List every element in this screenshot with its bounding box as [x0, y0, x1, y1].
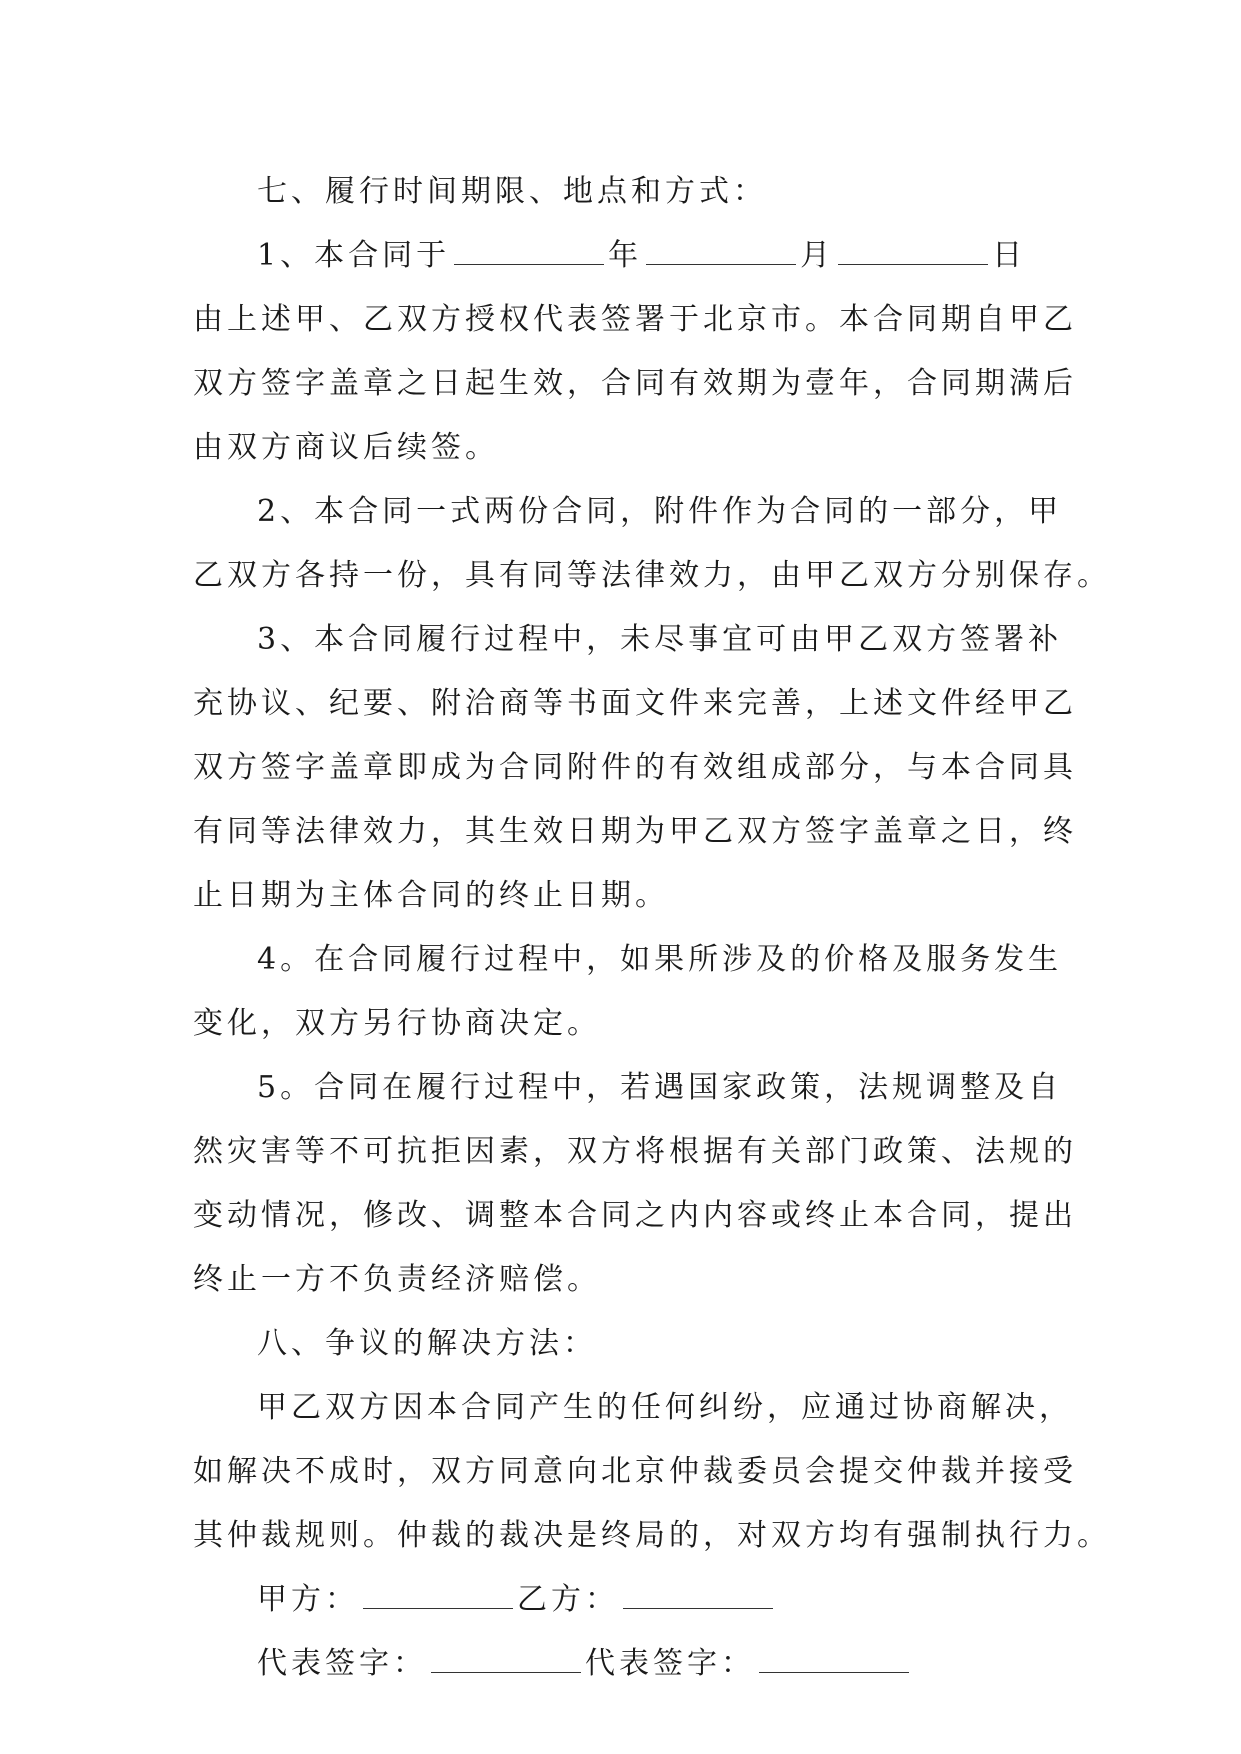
- item-5-line-3: 变动情况，修改、调整本合同之内内容或终止本合同，提出: [193, 1198, 1077, 1233]
- rep-b-label: 代表签字：: [585, 1646, 755, 1681]
- item-3-line-3: 双方签字盖章即成为合同附件的有效组成部分，与本合同具: [193, 750, 1077, 785]
- party-signature-row: [193, 1568, 1051, 1632]
- party-a-label: 甲方：: [257, 1582, 359, 1617]
- rep-a-blank[interactable]: [431, 1638, 581, 1673]
- year-blank[interactable]: [454, 230, 604, 265]
- year-label: 年: [608, 238, 643, 273]
- item-5-line-1: 5。合同在履行过程中，若遇国家政策，法规调整及自: [257, 1070, 1063, 1105]
- item-1-line-2: 由上述甲、乙双方授权代表签署于北京市。本合同期自甲乙: [193, 302, 1077, 337]
- month-label: 月: [800, 238, 835, 273]
- section-8-line-1: 甲乙双方因本合同产生的任何纠纷，应通过协商解决，: [257, 1390, 1073, 1425]
- section-8-line-2: 如解决不成时，双方同意向北京仲裁委员会提交仲裁并接受: [193, 1454, 1077, 1489]
- rep-b-blank[interactable]: [759, 1638, 909, 1673]
- item-5-line-4: 终止一方不负责经济赔偿。: [193, 1262, 601, 1297]
- item-2-line-2: 乙双方各持一份，具有同等法律效力，由甲乙双方分别保存。: [193, 558, 1111, 593]
- section-8-heading: 八、争议的解决方法：: [257, 1326, 597, 1361]
- party-b-blank[interactable]: [623, 1574, 773, 1609]
- representative-signature-row: [193, 1632, 1051, 1696]
- item-3-line-1: 3、本合同履行过程中，未尽事宜可由甲乙双方签署补: [257, 622, 1063, 657]
- section-8-line-3: 其仲裁规则。仲裁的裁决是终局的，对双方均有强制执行力。: [193, 1518, 1111, 1553]
- item-3-line-4: 有同等法律效力，其生效日期为甲乙双方签字盖章之日，终: [193, 814, 1077, 849]
- day-blank[interactable]: [838, 230, 988, 265]
- party-b-label: 乙方：: [517, 1582, 619, 1617]
- contract-body: [193, 160, 1111, 1696]
- section-7-heading: 七、履行时间期限、地点和方式：: [257, 174, 767, 209]
- party-a-blank[interactable]: [363, 1574, 513, 1609]
- item-2-line-1: 2、本合同一式两份合同，附件作为合同的一部分，甲: [257, 494, 1063, 529]
- item-1-prefix: 1、本合同于: [257, 238, 451, 273]
- item-4-line-1: 4。在合同履行过程中，如果所涉及的价格及服务发生: [257, 942, 1063, 977]
- item-3-line-5: 止日期为主体合同的终止日期。: [193, 878, 669, 913]
- day-label: 日: [992, 238, 1027, 273]
- item-4-line-2: 变化，双方另行协商决定。: [193, 1006, 601, 1041]
- item-1-line-1: [193, 224, 1051, 288]
- rep-a-label: 代表签字：: [257, 1646, 427, 1681]
- item-1-line-4: 由双方商议后续签。: [193, 430, 499, 465]
- item-1-line-3: 双方签字盖章之日起生效，合同有效期为壹年，合同期满后: [193, 366, 1077, 401]
- item-3-line-2: 充协议、纪要、附洽商等书面文件来完善，上述文件经甲乙: [193, 686, 1077, 721]
- month-blank[interactable]: [646, 230, 796, 265]
- item-5-line-2: 然灾害等不可抗拒因素，双方将根据有关部门政策、法规的: [193, 1134, 1077, 1169]
